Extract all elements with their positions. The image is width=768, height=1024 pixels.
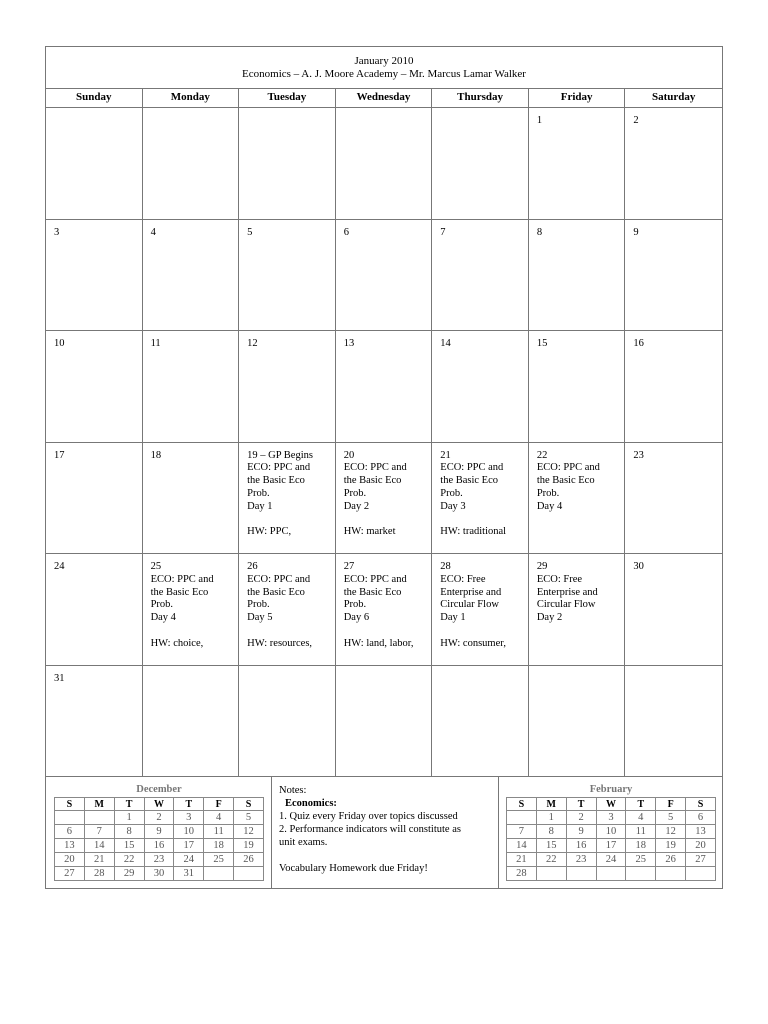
mini-weekday-header: T <box>566 798 596 811</box>
day-cell <box>239 220 336 332</box>
mini-day: 5 <box>234 811 264 825</box>
mini-day <box>596 867 626 881</box>
mini-day: 11 <box>626 825 656 839</box>
day-cell <box>529 666 626 778</box>
day-cell <box>625 108 722 220</box>
day-entry: ECO: PPC and <box>150 573 214 585</box>
day-cell <box>336 443 433 555</box>
day-number: 2 <box>633 115 639 126</box>
footer-divider <box>498 777 499 889</box>
day-number: 4 <box>150 226 156 238</box>
mini-day: 20 <box>55 853 85 867</box>
mini-day: 31 <box>174 867 204 881</box>
day-cell <box>46 331 143 443</box>
day-cell <box>336 108 433 220</box>
mini-day <box>55 811 85 825</box>
day-cell <box>46 108 143 220</box>
day-number: 24 <box>54 561 65 572</box>
day-entry: the Basic Eco <box>247 586 305 598</box>
day-entry: the Basic Eco <box>536 475 595 487</box>
day-entry: Day 2 <box>536 612 563 624</box>
day-cell <box>336 331 433 443</box>
mini-day: 2 <box>144 811 174 825</box>
day-entry: Day 4 <box>536 500 563 512</box>
mini-day: 29 <box>114 867 144 881</box>
day-number: 12 <box>247 338 258 349</box>
mini-calendar-december <box>54 784 264 881</box>
mini-week-row <box>55 867 264 881</box>
mini-day: 15 <box>114 839 144 853</box>
mini-day: 26 <box>234 853 264 867</box>
mini-day: 9 <box>144 825 174 839</box>
mini-week-row <box>55 839 264 853</box>
mini-calendar-february <box>506 784 716 881</box>
day-number: 11 <box>150 338 161 349</box>
mini-day: 23 <box>144 853 174 867</box>
mini-day: 30 <box>144 867 174 881</box>
day-entry: the Basic Eco <box>150 586 209 598</box>
mini-day: 4 <box>626 811 656 825</box>
mini-day: 3 <box>174 811 204 825</box>
mini-calendar-table <box>506 797 716 881</box>
mini-week-row <box>55 825 264 839</box>
mini-day: 25 <box>204 853 234 867</box>
day-cell <box>143 108 240 220</box>
day-number: 18 <box>150 449 162 461</box>
day-entry: the Basic Eco <box>247 475 305 487</box>
mini-week-row <box>507 839 716 853</box>
day-entry: Circular Flow <box>536 599 596 611</box>
calendar-page <box>45 46 723 889</box>
day-entry: Day 6 <box>343 612 370 624</box>
day-cell <box>432 554 529 666</box>
mini-day: 8 <box>536 825 566 839</box>
mini-day: 26 <box>656 853 686 867</box>
day-number: 29 <box>536 561 548 572</box>
day-cell <box>143 331 240 443</box>
day-number: 7 <box>440 226 446 238</box>
day-entry: Day 1 <box>247 500 273 512</box>
notes-item: 1. Quiz every Friday over topics discussed <box>279 811 458 822</box>
day-cell <box>143 220 240 332</box>
day-number: 10 <box>54 338 65 349</box>
day-number: 15 <box>536 338 548 349</box>
day-spacer <box>151 625 233 638</box>
day-number: 17 <box>54 449 65 461</box>
notes-section <box>279 784 494 875</box>
day-number: 23 <box>633 449 644 461</box>
day-cell <box>529 331 626 443</box>
day-number: 6 <box>343 226 349 238</box>
mini-day: 27 <box>55 867 85 881</box>
mini-day: 4 <box>204 811 234 825</box>
day-entry: Circular Flow <box>440 599 499 611</box>
day-entry: HW: consumer, <box>440 637 506 649</box>
day-entry: Enterprise and <box>440 586 502 598</box>
mini-weekday-header: S <box>234 798 264 811</box>
mini-week-row <box>55 853 264 867</box>
mini-weekday-header: S <box>55 798 85 811</box>
mini-day: 23 <box>566 853 596 867</box>
day-cell <box>432 666 529 778</box>
day-cell <box>143 554 240 666</box>
mini-day: 19 <box>656 839 686 853</box>
mini-day: 27 <box>686 853 716 867</box>
day-cell <box>239 666 336 778</box>
mini-day: 21 <box>84 853 114 867</box>
mini-week-row <box>507 825 716 839</box>
day-entry: Day 2 <box>343 500 370 512</box>
day-cell <box>529 220 626 332</box>
day-spacer <box>247 625 329 638</box>
day-number: 21 <box>440 449 451 461</box>
day-entry: Prob. <box>536 487 560 499</box>
day-cell <box>625 443 722 555</box>
mini-day: 22 <box>536 853 566 867</box>
day-cell <box>529 443 626 555</box>
mini-day: 22 <box>114 853 144 867</box>
mini-week-row <box>55 811 264 825</box>
day-entry: HW: market <box>343 526 396 538</box>
day-entry: ECO: PPC and <box>247 573 311 585</box>
day-entry: ECO: PPC and <box>247 462 311 474</box>
day-entry: the Basic Eco <box>440 475 499 487</box>
day-number: 26 <box>247 561 258 572</box>
mini-day: 15 <box>536 839 566 853</box>
mini-week-row <box>507 853 716 867</box>
mini-day: 28 <box>507 867 537 881</box>
mini-day: 6 <box>55 825 85 839</box>
day-entry: Prob. <box>440 487 463 499</box>
day-entry: HW: choice, <box>150 637 204 649</box>
mini-weekday-header: T <box>626 798 656 811</box>
weekday-header: Saturday <box>652 91 696 103</box>
mini-day: 28 <box>84 867 114 881</box>
calendar-header <box>46 47 722 89</box>
day-cell <box>625 220 722 332</box>
mini-day: 24 <box>174 853 204 867</box>
notes-footer: Vocabulary Homework due Friday! <box>279 863 428 874</box>
mini-day: 24 <box>596 853 626 867</box>
day-cell <box>625 666 722 778</box>
day-entry: Prob. <box>343 487 367 499</box>
day-cell <box>46 666 143 778</box>
mini-week-row <box>507 867 716 881</box>
weekday-header: Tuesday <box>239 89 336 107</box>
day-entry: Prob. <box>150 599 174 611</box>
day-entry: ECO: Free <box>440 573 486 585</box>
day-cell <box>432 108 529 220</box>
mini-day: 17 <box>174 839 204 853</box>
mini-calendar-title: December <box>136 784 182 795</box>
mini-day <box>656 867 686 881</box>
day-entry: ECO: PPC and <box>343 573 407 585</box>
mini-day: 18 <box>204 839 234 853</box>
mini-weekday-header: S <box>686 798 716 811</box>
mini-weekday-header: T <box>174 798 204 811</box>
mini-day: 16 <box>144 839 174 853</box>
day-cell <box>336 666 433 778</box>
day-cell <box>239 331 336 443</box>
footer-divider <box>271 777 272 889</box>
day-entry: ECO: PPC and <box>440 462 504 474</box>
mini-day <box>566 867 596 881</box>
mini-day: 11 <box>204 825 234 839</box>
mini-day <box>686 867 716 881</box>
weekday-header-row <box>46 89 722 108</box>
day-cell <box>336 554 433 666</box>
day-entry: Prob. <box>247 599 270 611</box>
mini-day: 12 <box>234 825 264 839</box>
notes-heading: Economics: <box>285 798 337 809</box>
day-number: 1 <box>536 115 543 126</box>
day-number: 19 – GP Begins <box>247 449 313 461</box>
mini-weekday-header: F <box>204 798 234 811</box>
notes-spacer <box>279 849 494 862</box>
mini-weekday-header: F <box>656 798 686 811</box>
day-number: 20 <box>343 449 355 461</box>
mini-day <box>204 867 234 881</box>
day-cell <box>336 220 433 332</box>
day-cell <box>143 666 240 778</box>
mini-day: 14 <box>84 839 114 853</box>
mini-weekday-header: S <box>507 798 537 811</box>
day-entry: HW: PPC, <box>247 526 292 538</box>
mini-day <box>84 811 114 825</box>
day-spacer <box>344 625 426 638</box>
mini-day: 7 <box>507 825 537 839</box>
day-number: 16 <box>633 338 644 349</box>
month-title: January 2010 <box>354 55 414 67</box>
day-cell <box>625 331 722 443</box>
day-entry: Prob. <box>343 599 367 611</box>
day-cell <box>432 331 529 443</box>
mini-weekday-header: W <box>144 798 174 811</box>
mini-day: 16 <box>566 839 596 853</box>
mini-day: 21 <box>507 853 537 867</box>
day-spacer <box>247 513 329 526</box>
day-entry: HW: traditional <box>440 526 507 538</box>
day-number: 13 <box>343 338 355 349</box>
weekday-header: Thursday <box>432 89 529 107</box>
mini-day: 13 <box>55 839 85 853</box>
mini-day: 17 <box>596 839 626 853</box>
day-entry: Prob. <box>247 487 270 499</box>
mini-day: 18 <box>626 839 656 853</box>
day-number: 25 <box>150 561 162 572</box>
mini-weekday-header: M <box>536 798 566 811</box>
month-grid <box>46 108 722 777</box>
notes-label: Notes: <box>279 785 307 796</box>
mini-day: 14 <box>507 839 537 853</box>
weekday-header: Friday <box>529 89 626 107</box>
notes-item: unit exams. <box>279 837 328 848</box>
day-cell <box>46 443 143 555</box>
day-entry: HW: resources, <box>247 637 313 649</box>
mini-day: 5 <box>656 811 686 825</box>
mini-day: 1 <box>536 811 566 825</box>
day-cell <box>239 443 336 555</box>
mini-day: 3 <box>596 811 626 825</box>
mini-day: 10 <box>596 825 626 839</box>
day-entry: Day 3 <box>440 500 466 512</box>
day-cell <box>432 443 529 555</box>
mini-day <box>626 867 656 881</box>
day-number: 27 <box>343 561 355 572</box>
day-number: 3 <box>54 226 60 238</box>
day-cell <box>625 554 722 666</box>
day-number: 31 <box>54 672 65 684</box>
day-cell <box>432 220 529 332</box>
mini-day: 12 <box>656 825 686 839</box>
day-spacer <box>440 513 522 526</box>
mini-day: 25 <box>626 853 656 867</box>
mini-day: 6 <box>686 811 716 825</box>
course-subtitle: Economics – A. J. Moore Academy – Mr. Marcus Lamar Walker <box>242 68 526 80</box>
day-cell <box>529 554 626 666</box>
mini-calendar-title: February <box>589 784 633 795</box>
day-cell <box>529 108 626 220</box>
day-entry: Enterprise and <box>536 586 598 598</box>
weekday-header: Wednesday <box>336 89 433 107</box>
day-entry: ECO: PPC and <box>536 462 600 474</box>
mini-day: 13 <box>686 825 716 839</box>
day-cell <box>46 554 143 666</box>
calendar-footer <box>46 777 722 889</box>
day-entry: ECO: PPC and <box>343 462 407 474</box>
mini-day: 20 <box>686 839 716 853</box>
day-number: 22 <box>536 449 548 461</box>
day-entry: Day 5 <box>247 612 273 624</box>
day-cell <box>239 554 336 666</box>
day-number: 8 <box>536 226 543 238</box>
mini-day: 7 <box>84 825 114 839</box>
day-number: 30 <box>633 561 644 572</box>
mini-calendar-table <box>54 797 264 881</box>
notes-item: 2. Performance indicators will constitute as <box>279 824 461 835</box>
day-entry: the Basic Eco <box>343 586 402 598</box>
day-entry: Day 1 <box>440 612 466 624</box>
day-spacer <box>440 625 522 638</box>
day-number: 5 <box>247 226 253 238</box>
day-cell <box>239 108 336 220</box>
mini-day: 8 <box>114 825 144 839</box>
day-cell <box>46 220 143 332</box>
mini-weekday-header: T <box>114 798 144 811</box>
mini-day <box>234 867 264 881</box>
mini-day: 9 <box>566 825 596 839</box>
day-entry: ECO: Free <box>536 573 583 585</box>
day-number: 14 <box>440 338 451 349</box>
day-number: 9 <box>633 226 639 238</box>
day-entry: the Basic Eco <box>343 475 402 487</box>
mini-week-row <box>507 811 716 825</box>
mini-day: 2 <box>566 811 596 825</box>
mini-day: 1 <box>114 811 144 825</box>
mini-weekday-header: M <box>84 798 114 811</box>
mini-day: 10 <box>174 825 204 839</box>
day-entry: Day 4 <box>150 612 176 624</box>
day-entry: HW: land, labor, <box>343 637 414 649</box>
mini-day <box>507 811 537 825</box>
day-cell <box>143 443 240 555</box>
mini-day <box>536 867 566 881</box>
mini-day: 19 <box>234 839 264 853</box>
mini-weekday-header: W <box>596 798 626 811</box>
weekday-header: Sunday <box>46 89 143 107</box>
weekday-header: Monday <box>143 89 240 107</box>
day-spacer <box>344 513 426 526</box>
day-number: 28 <box>440 561 451 572</box>
